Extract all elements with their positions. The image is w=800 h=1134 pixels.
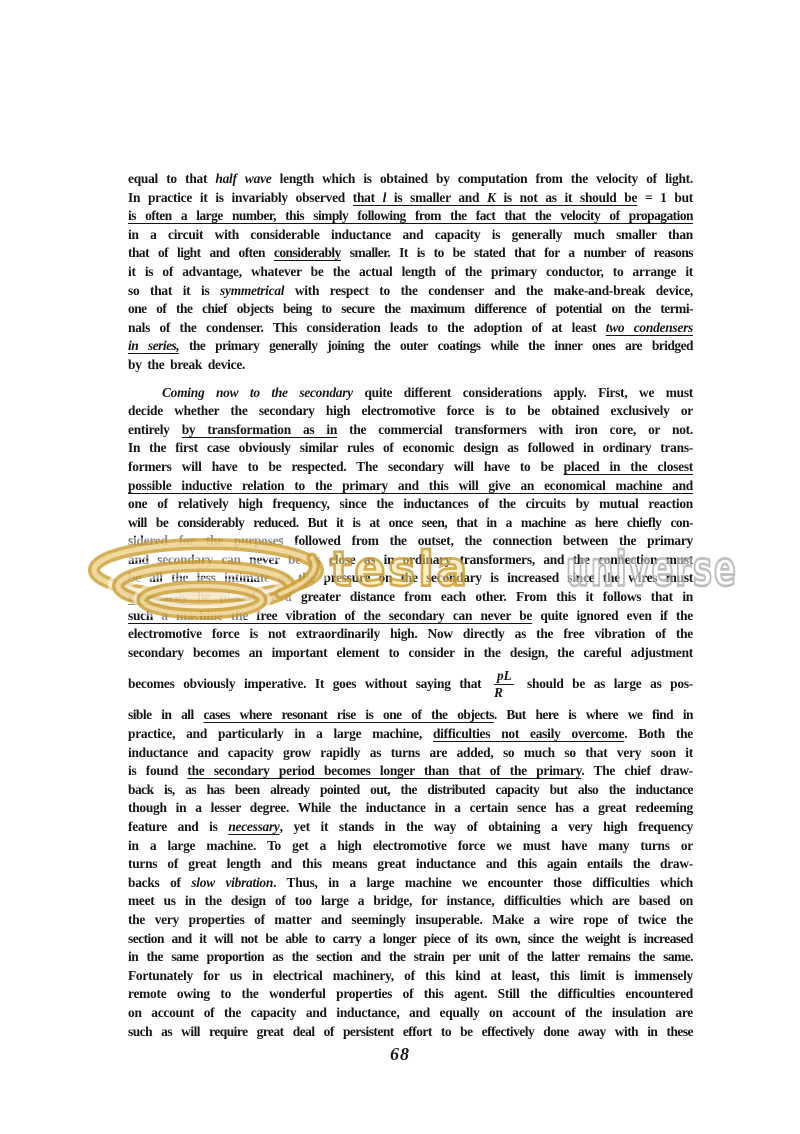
text-segment: , yet it stands in the way of obtaining a very high frequency [279, 819, 693, 834]
text-line [128, 226, 693, 245]
text-segment: remote owing to the wonderful properties of this agent. Still the difficulties encountered [128, 986, 693, 1002]
page-text [128, 170, 693, 1041]
text-segment: Fortunately for us in electrical machinery, of this kind at least, this limit is immensely [128, 967, 693, 983]
text-segment: K [486, 189, 496, 205]
text-segment: length which is obtained by computation from the velocity of light. [271, 171, 693, 186]
text-segment: inductance and capacity grow rapidly as turns are added, so much so that very soon it [128, 744, 693, 760]
text-segment: sidered for the purposes followed from the outset, the connection between the primary [128, 533, 693, 549]
text-segment: difficulties not easily overcome [432, 726, 625, 742]
text-segment: smaller. It is to be stated that for a number of reasons [340, 245, 693, 261]
text-line [128, 625, 693, 644]
text-segment: in a circuit with considerable inductance and capacity is generally much smaller than [128, 226, 693, 242]
text-segment: though in a lesser degree. While the inductance in a certain sence has a great redeeming [128, 800, 693, 816]
text-segment: formers will have to be respected. The secondary will have to be [128, 458, 564, 474]
page-number: 68 [390, 1044, 410, 1064]
text-line [128, 725, 693, 744]
text-line [128, 263, 693, 282]
text-segment: . But here is where we find in [493, 707, 693, 723]
text-segment: quite ignored even if the [532, 607, 693, 623]
text-line [128, 170, 693, 189]
text-line [128, 985, 693, 1004]
watermark-word-universe: universe [566, 542, 738, 598]
text-line [128, 207, 693, 226]
text-segment: is smaller and [386, 189, 487, 205]
text-line [128, 514, 693, 533]
text-segment: in the same proportion as the section and the strain per unit of the latter remains the same. [128, 949, 693, 965]
text-segment: one of relatively high frequency, since the inductances of the circuits by mutual reaction [128, 496, 693, 512]
text-segment: section and it will not be able to carry a longer piece of its own, since the weight is increased [128, 930, 693, 946]
text-segment: that [352, 189, 383, 205]
text-segment: . Both the [624, 726, 693, 742]
text-line [128, 532, 693, 551]
text-segment: Coming now to the secondary [162, 384, 353, 400]
text-line [128, 1023, 693, 1042]
text-line [128, 762, 693, 781]
text-line [128, 402, 693, 421]
text-line [128, 189, 693, 208]
text-segment: . The chief draw- [581, 763, 693, 779]
text-segment: the very properties of matter and seemingly insuperable. Make a wire rope of twice the [128, 911, 693, 927]
text-segment: becomes obviously imperative. It goes without saying that [128, 676, 491, 692]
text-segment: such a machine the free vibration of the secondary can never be [128, 607, 533, 623]
text-line [128, 930, 693, 949]
text-segment: half wave [215, 171, 272, 186]
watermark-word-tesla: tesla [330, 542, 470, 598]
text-segment: is not as it should be [495, 189, 638, 205]
text-segment: In practice it is invariably observed [128, 189, 353, 205]
text-line [128, 662, 693, 706]
text-line [128, 837, 693, 856]
text-line [128, 1004, 693, 1023]
text-segment: by the break device. [128, 356, 246, 372]
text-segment: and secondary can never be as close as in ordinary transformers, and the connection must [128, 551, 693, 567]
text-line [128, 569, 693, 588]
text-line [128, 588, 693, 607]
text-line [128, 874, 693, 893]
text-line [128, 948, 693, 967]
text-line [128, 551, 693, 570]
text-segment: is found [128, 763, 188, 779]
text-segment: electromotive force is not extraordinarily high. Now directly as the free vibration of the [128, 626, 693, 642]
text-line [128, 300, 693, 319]
text-line [128, 911, 693, 930]
text-segment: that of light and often [128, 245, 274, 261]
text-line [128, 319, 693, 338]
text-segment: . Thus, in a large machine we encounter those difficulties which [273, 874, 693, 890]
text-line [128, 244, 693, 263]
text-segment: with respect to the condenser and the make-and-break device, [284, 282, 693, 298]
text-segment: equal to that [128, 171, 216, 186]
text-segment: entirely [128, 421, 182, 437]
text-segment: backs of [128, 874, 192, 890]
text-segment: back is, as has been already pointed out, the distributed capacity but also the inductance [128, 781, 693, 797]
text-segment: considerably [273, 245, 341, 261]
text-segment: In the first case obviously similar rules of economic design as followed in ordinary trans- [128, 440, 693, 456]
text-line [128, 477, 693, 496]
text-line [128, 337, 693, 356]
text-line [128, 799, 693, 818]
text-segment: the secondary period becomes longer than that of the primary [187, 763, 582, 779]
text-segment: symmetrical [220, 282, 285, 298]
text-segment: two condensers [605, 319, 693, 335]
text-segment: = 1 but [637, 189, 693, 205]
text-segment: it is of advantage, whatever be the actual length of the primary conductor, to arrange it [128, 263, 693, 279]
text-segment: l [382, 189, 387, 205]
text-segment: nals of the condenser. This consideration leads to the adoption of at least [128, 319, 606, 335]
text-line [128, 495, 693, 514]
text-line [128, 356, 693, 375]
text-segment: turns of great length and this means great inductance and this again entails the draw- [128, 856, 693, 872]
text-segment: decide whether the secondary high electromotive force is to be obtained exclusively or [128, 403, 693, 419]
text-segment: necessary [228, 819, 280, 834]
text-segment: possible inductive relation to the primary and this will give an economical machine and [128, 477, 693, 493]
text-line [128, 458, 693, 477]
text-segment: quite different considerations apply. First, we must [352, 384, 693, 400]
text-line [128, 967, 693, 986]
text-line [128, 644, 693, 663]
text-line [128, 818, 693, 837]
text-segment: one of the chief objects being to secure the maximum difference of potential on the termi- [128, 301, 693, 317]
text-segment: practice, and particularly in a large machine, [128, 726, 433, 742]
text-line [128, 892, 693, 911]
text-segment: will be considerably reduced. But it is at once seen, that in a machine as here chiefly con- [128, 514, 693, 530]
text-segment: by transformation as in [181, 421, 338, 437]
text-line [128, 855, 693, 874]
text-segment: cases where resonant rise is one of the objects [203, 707, 494, 723]
text-segment: placed at a greater distance from each other. From this it follows that in [210, 589, 693, 605]
text-segment: be all the less intimate as the pressure on the secondary is increased since the wires must [128, 570, 693, 586]
text-segment: such as will require great deal of persistent effort to be effectively done away with in these [128, 1023, 693, 1039]
text-line [128, 781, 693, 800]
paragraph [128, 384, 693, 1042]
text-segment: sible in all [128, 707, 204, 723]
text-segment: on account of the capacity and inductance, and equally on account of the insulation are [128, 1004, 693, 1020]
text-segment: in a large machine. To get a high electromotive force we must have many turns or [128, 837, 693, 853]
text-segment: feature and is [128, 819, 229, 834]
text-segment: slow vibration [191, 874, 274, 890]
text-segment: placed in the closest [563, 458, 693, 474]
inline-fraction: $\frac{pL}{R}$ [494, 668, 514, 700]
text-line [128, 421, 693, 440]
text-segment: is often a large number, this simply following from the fact that the velocity of propagation [128, 208, 693, 224]
text-line [128, 384, 693, 403]
text-segment: the primary generally joining the outer coatings while the inner ones are bridged [179, 338, 693, 354]
text-segment: the commercial transformers with iron core, or not. [337, 421, 693, 437]
text-line [128, 607, 693, 626]
text-segment: in series, [128, 338, 180, 354]
text-line [128, 744, 693, 763]
text-segment: necessarily be [128, 589, 211, 605]
text-segment: should be as large as pos- [518, 676, 693, 692]
text-line [128, 282, 693, 301]
paragraph [128, 170, 693, 375]
text-line [128, 706, 693, 725]
text-segment: meet us in the design of too large a bridge, for instance, difficulties which are based on [128, 893, 693, 909]
text-segment: secondary becomes an important element to consider in the design, the careful adjustment [128, 644, 693, 660]
text-segment: so that it is [128, 282, 221, 298]
text-line [128, 439, 693, 458]
